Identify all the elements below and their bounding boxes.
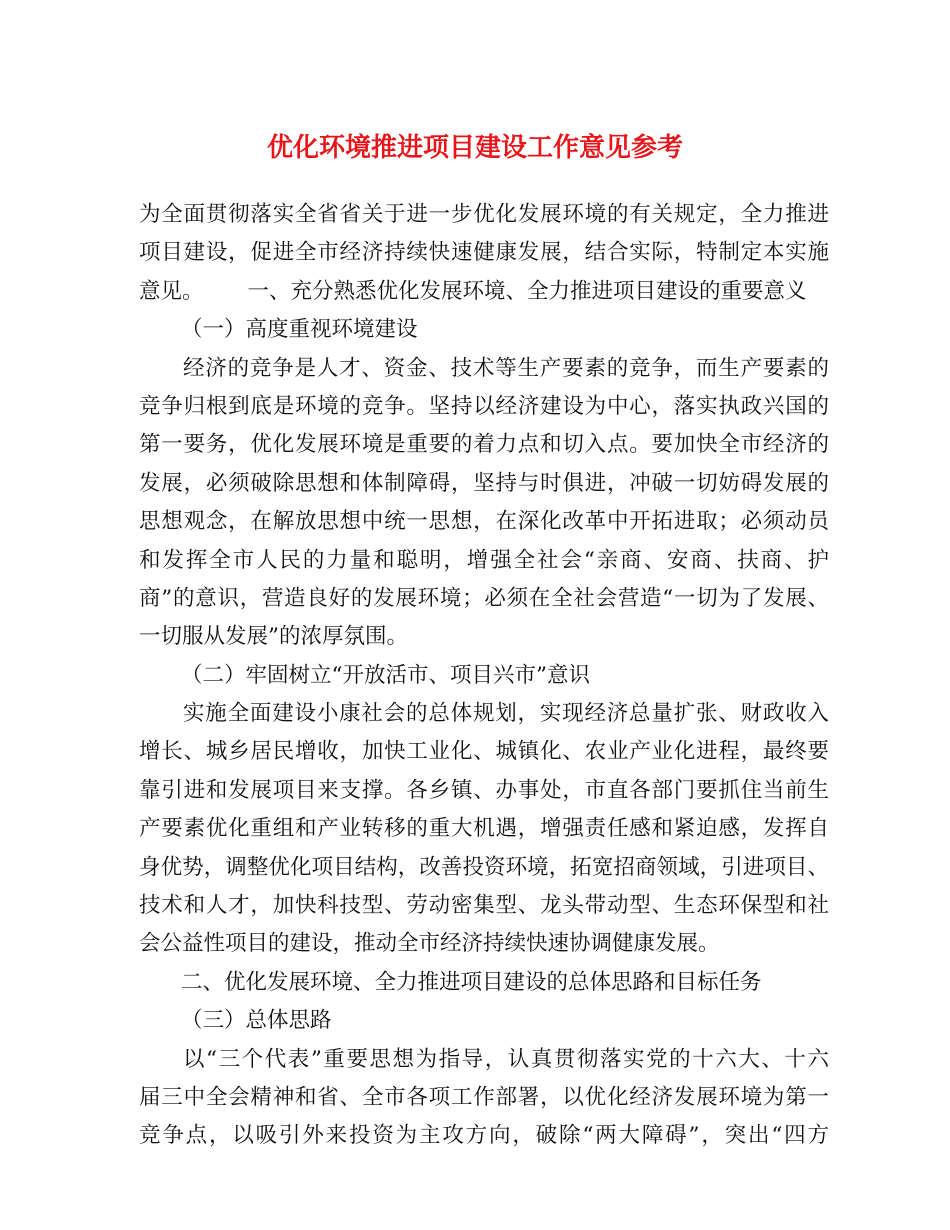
body-line: 和发挥全市人民的力量和聪明，增强全社会“亲商、安商、扶商、护 (139, 547, 829, 573)
body-line: 竞争点，以吸引外来投资为主攻方向，破除“两大障碍”，突出“四方 (139, 1123, 829, 1149)
body-line: 一切服从发展”的浓厚氛围。 (139, 624, 408, 650)
subsection-heading: （三）总体思路 (181, 1008, 332, 1034)
body-line: 为全面贯彻落实全省省关于进一步优化发展环境的有关规定，全力推进 (139, 202, 829, 227)
body-line: 身优势，调整优化项目结构，改善投资环境，拓宽招商领域，引进项目、 (139, 854, 829, 880)
body-line: 会公益性项目的建设，推动全市经济持续快速协调健康发展。 (139, 931, 720, 957)
document-title: 优化环境推进项目建设工作意见参考 (266, 133, 683, 163)
body-line: 实施全面建设小康社会的总体规划，实现经济总量扩张、财政收入 (183, 701, 829, 727)
body-line: 项目建设，促进全市经济持续快速健康发展，结合实际，特制定本实施 (139, 240, 829, 266)
subsection-heading: （一）高度重视环境建设 (181, 317, 418, 343)
body-line: 以“三个代表”重要思想为指导，认真贯彻落实党的十六大、十六 (183, 1046, 829, 1072)
body-line: 第一要务，优化发展环境是重要的着力点和切入点。要加快全市经济的 (139, 432, 829, 458)
body-line: 竞争归根到底是环境的竞争。坚持以经济建设为中心，落实执政兴国的 (139, 393, 829, 419)
document-body (139, 196, 829, 1156)
body-line: 经济的竞争是人才、资金、技术等生产要素的竞争，而生产要素的 (183, 355, 829, 381)
body-line: 商”的意识，营造良好的发展环境；必须在全社会营造“一切为了发展、 (139, 585, 829, 611)
body-line: 技术和人才，加快科技型、劳动密集型、龙头带动型、生态环保型和社 (139, 893, 829, 919)
section-heading: 一、充分熟悉优化发展环境、全力推进项目建设的重要意义 (247, 278, 807, 304)
body-line: 发展，必须破除思想和体制障碍，坚持与时俱进，冲破一切妨碍发展的 (139, 470, 829, 496)
subsection-heading: （二）牢固树立“开放活市、项目兴市”意识 (181, 662, 590, 688)
body-line: 产要素优化重组和产业转移的重大机遇，增强责任感和紧迫感，发挥自 (139, 816, 829, 842)
section-heading: 二、优化发展环境、全力推进项目建设的总体思路和目标任务 (181, 969, 762, 995)
body-line-text: 意见。 (139, 278, 204, 304)
body-line: 靠引进和发展项目来支撑。各乡镇、办事处，市直各部门要抓住当前生 (139, 777, 829, 803)
body-line: 增长、城乡居民增收，加快工业化、城镇化、农业产业化进程，最终要 (139, 739, 829, 765)
body-line: 届三中全会精神和省、全市各项工作部署，以优化经济发展环境为第一 (139, 1084, 829, 1110)
body-line (139, 273, 829, 311)
body-line: 思想观念，在解放思想中统一思想，在深化改革中开拓进取；必须动员 (139, 509, 829, 535)
